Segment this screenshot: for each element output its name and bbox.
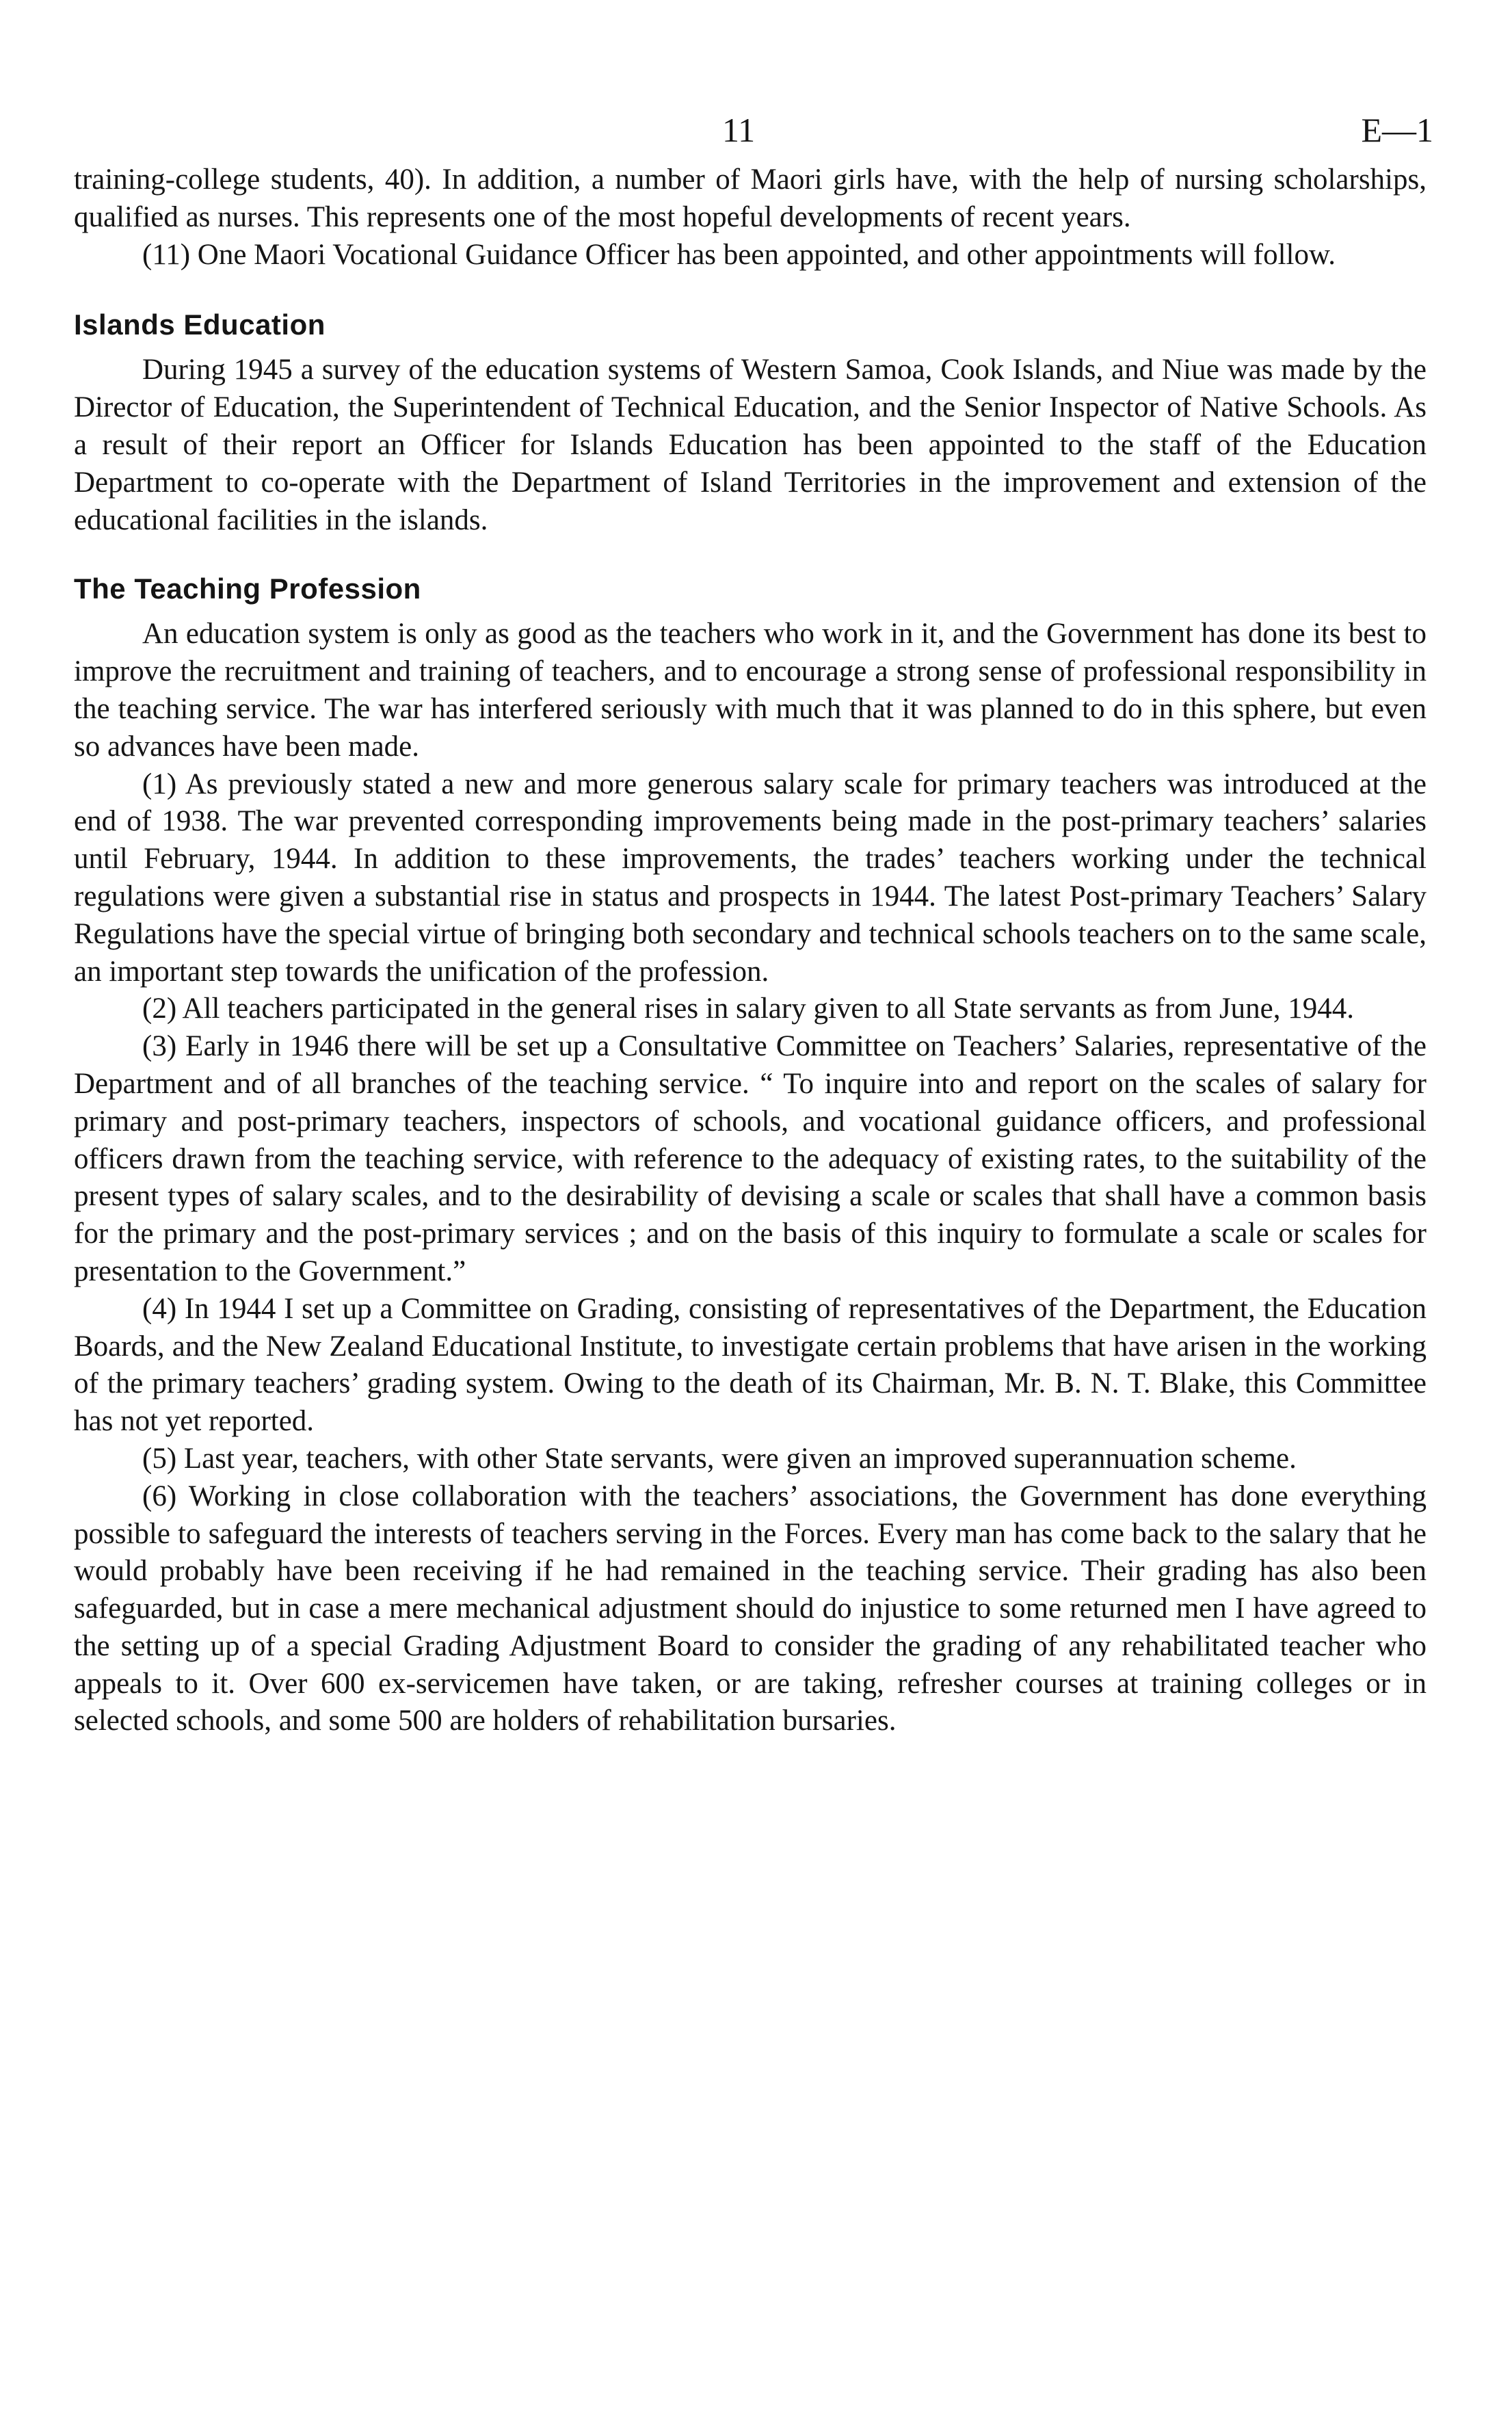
intro-paragraph-item-11: (11) One Maori Vocational Guidance Officer has been appointed, and other appointments will follow. — [142, 238, 1336, 271]
teaching-profession-item-6: (6) Working in close collaboration with the teachers’ associations, the Government has done everything possible to safeguard the interests of teachers serving in the Forces. Every man has come back to the salary that he would probably have been receiving if he had remained in the teaching service. Their grading has also been safeguarded, but in case a mere mechanical adjustment should do injustice to some returned men I have agreed to the setting up of a special Grading Adjustment Board to consider the grading of any rehabilitated teacher who appeals to it. Over 600 ex-servicemen have taken, or are taking, refresher courses at training colleges or in selected schools, and some 500 are holders of rehabilitation bursaries. — [74, 1480, 1427, 1737]
intro-paragraph-continued: training-college students, 40). In addition, a number of Maori girls have, with the help of nursing scholarships, qualified as nurses. This represents one of the most hopeful developments of recent years. — [74, 163, 1427, 233]
body-text — [74, 161, 1427, 1740]
document-page — [74, 103, 1433, 1740]
teaching-profession-item-4: (4) In 1944 I set up a Committee on Grading, consisting of representatives of the Department, the Education Boards, and the New Zealand Educational Institute, to investigate certain problems that have arisen in the working of the primary teachers’ grading system. Owing to the death of its Chairman, Mr. B. N. T. Blake, this Committee has not yet reported. — [74, 1292, 1427, 1438]
teaching-profession-item-1: (1) As previously stated a new and more generous salary scale for primary teachers was introduced at the end of 1938. The war prevented corresponding improvements being made in the post-primary teachers’ salaries until February, 1944. In addition to these improvements, the trades’ teachers working under the technical regulations were given a substantial rise in status and prospects in 1944. The latest Post-primary Teachers’ Salary Regulations have the special virtue of bringing both secondary and technical schools teachers on to the same scale, an important step towards the unification of the profession. — [74, 767, 1427, 988]
teaching-profession-item-3: (3) Early in 1946 there will be set up a Consultative Committee on Teachers’ Salaries, representative of the Department and of all branches of the teaching service. “ To inquire into and report on the scales of salary for primary and post-primary teachers, inspectors of schools, and vocational guidance officers, and professional officers drawn from the teaching service, with reference to the adequacy of existing rates, to the suitability of the present types of salary scales, and to the desirability of devising a scale or scales that shall have a common basis for the primary and the post-primary services ; and on the basis of this inquiry to formulate a scale or scales for presentation to the Government.” — [74, 1030, 1427, 1287]
teaching-profession-intro-paragraph: An education system is only as good as the teachers who work in it, and the Government has done its best to improve the recruitment and training of teachers, and to encourage a strong sense of professional responsibility in the teaching service. The war has interfered seriously with much that it was planned to do in this sphere, but even so advances have been made. — [74, 618, 1427, 763]
page-number: 11 — [722, 111, 756, 149]
islands-education-paragraph: During 1945 a survey of the education systems of Western Samoa, Cook Islands, and Niue was made by the Director of Education, the Superintendent of Technical Education, and the Senior Inspector of Native Schools. As a result of their report an Officer for Islands Education has been appointed to the staff of the Education Department to co-operate with the Department of Island Territories in the improvement and extension of the educational facilities in the islands. — [74, 354, 1427, 536]
teaching-profession-item-5: (5) Last year, teachers, with other State servants, were given an improved superannuation scheme. — [142, 1442, 1297, 1475]
running-header — [74, 103, 1433, 157]
section-heading-teaching-profession: The Teaching Profession — [74, 573, 421, 605]
section-heading-islands-education: Islands Education — [74, 308, 326, 341]
document-reference: E—1 — [1361, 111, 1433, 149]
teaching-profession-item-2: (2) All teachers participated in the general rises in salary given to all State servants as from June, 1944. — [142, 993, 1355, 1025]
